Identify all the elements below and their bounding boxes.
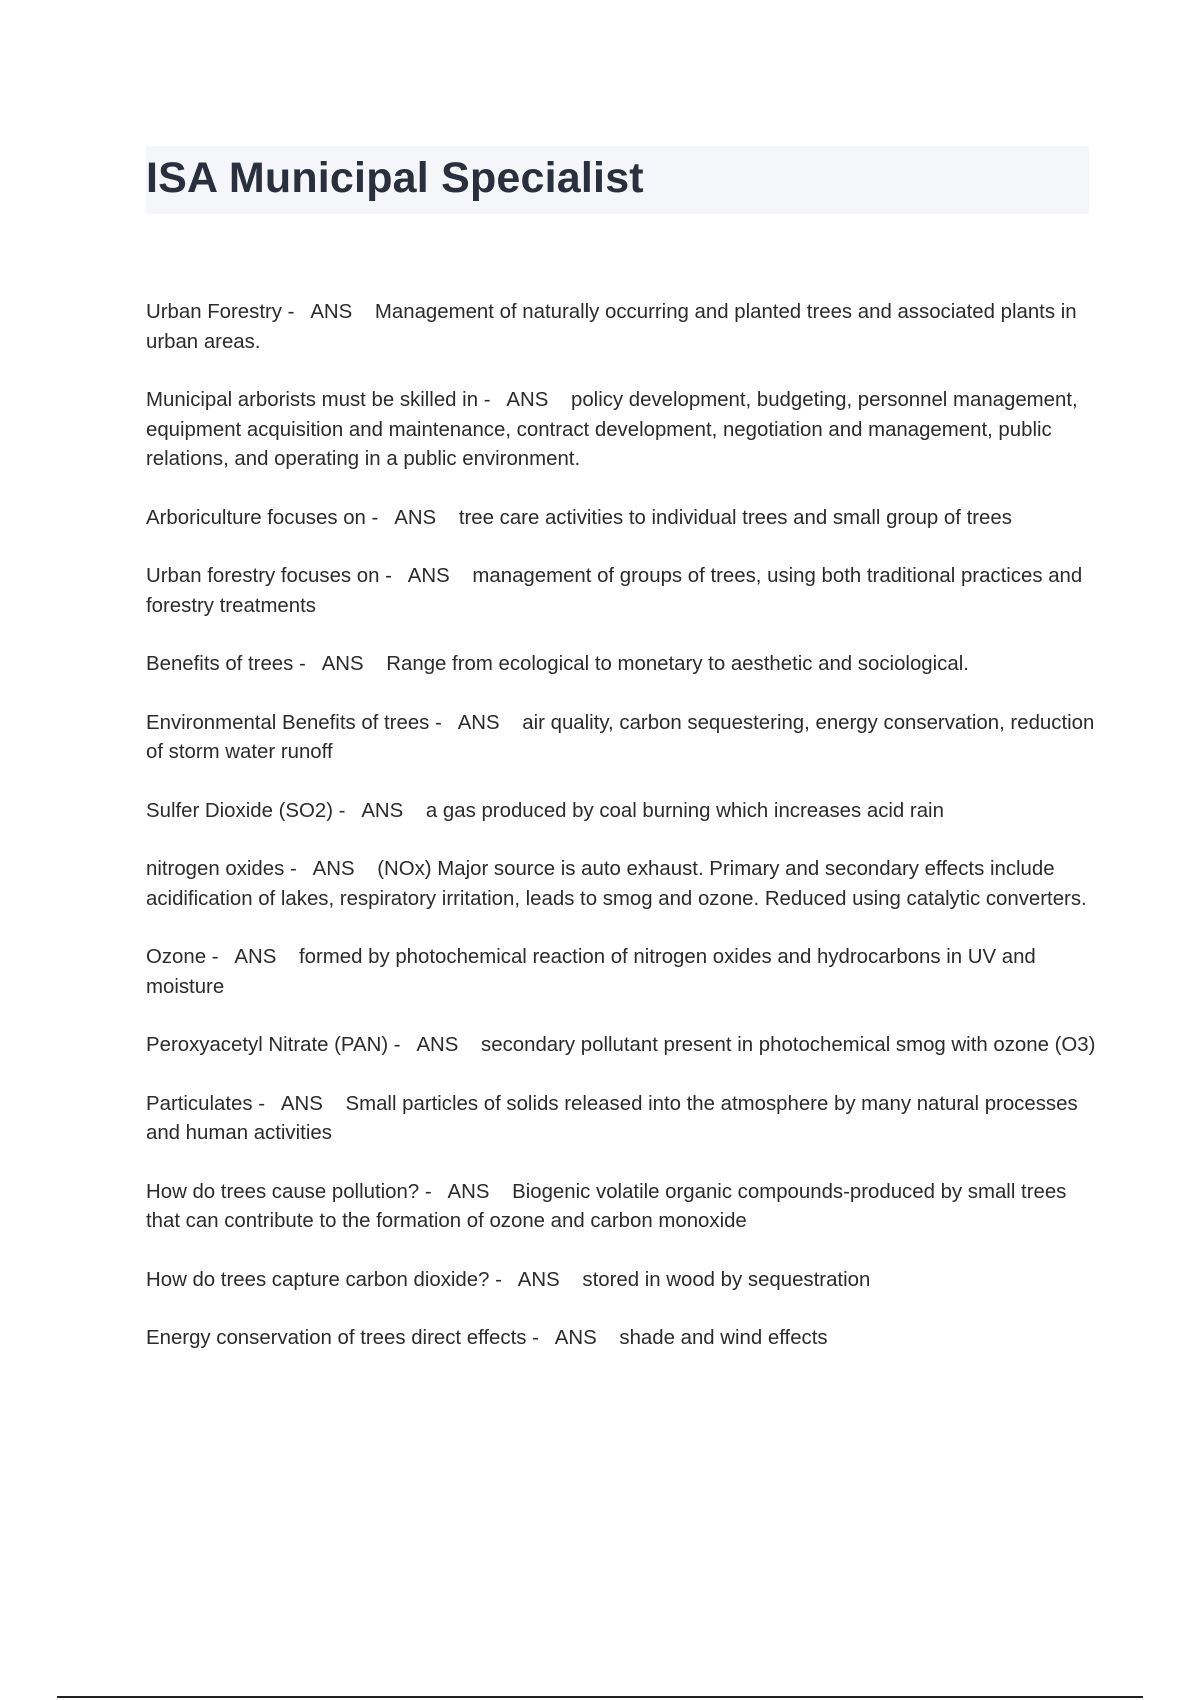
qa-term: Particulates [146,1092,253,1115]
qa-item: Particulates - ANS Small particles of solids released into the atmosphere by many natural processes and human activities [146,1092,1078,1144]
qa-answer: Management of naturally occurring and planted trees and associated plants in urban areas. [146,301,1077,353]
ans-marker: ANS [416,1034,459,1056]
qa-term: nitrogen oxides [146,858,285,880]
qa-answer: Biogenic volatile organic compounds-produced by small trees that can contribute to the formation of ozone and carbon monoxide [146,1180,1067,1232]
ans-marker: ANS [506,389,549,411]
page-title: ISA Municipal Specialist [146,154,644,202]
qa-answer: shade and wind effects [619,1327,828,1349]
ans-marker: ANS [407,565,450,587]
qa-answer: management of groups of trees, using both traditional practices and forestry treatments [146,565,1083,617]
qa-term: Environmental Benefits of trees [146,711,430,734]
qa-answer: secondary pollutant present in photochemical smog with ozone (O3) [481,1034,1096,1056]
qa-term: Benefits of trees [146,653,294,675]
qa-term: How do trees cause pollution? [146,1180,420,1203]
qa-item: Peroxyacetyl Nitrate (PAN) - ANS secondary pollutant present in photochemical smog with ozone (O3) [146,1034,1096,1056]
qa-item: Municipal arborists must be skilled in - ANS policy development, budgeting, personnel management, equipment acquisition and maintenance, contract development, negotiation and management, public relations, and operating in a public environment. [146,389,1078,470]
qa-answer: formed by photochemical reaction of nitrogen oxides and hydrocarbons in UV and moisture [146,946,1036,998]
ans-marker: ANS [554,1327,597,1349]
qa-answer: Small particles of solids released into the atmosphere by many natural processes and human activities [146,1092,1078,1144]
qa-item: Arboriculture focuses on - ANS tree care activities to individual trees and small group of trees [146,506,1012,529]
qa-answer: a gas produced by coal burning which increases acid rain [425,799,944,822]
ans-marker: ANS [321,653,364,675]
qa-item: Environmental Benefits of trees - ANS air quality, carbon sequestering, energy conservation, reduction of storm water runoff [146,711,1095,763]
title-banner [146,146,1089,214]
qa-answer: policy development, budgeting, personnel management, equipment acquisition and maintenance, contract development, negotiation and management, public relations, and operating in a public environment. [146,389,1078,470]
qa-list [146,298,1096,1383]
qa-item: Urban forestry focuses on - ANS management of groups of trees, using both traditional practices and forestry treatments [146,565,1083,617]
qa-item: nitrogen oxides - ANS (NOx) Major source is auto exhaust. Primary and secondary effects include acidification of lakes, respiratory irritation, leads to smog and ozone. Reduced using catalytic converters. [146,858,1087,910]
ans-marker: ANS [310,301,353,323]
qa-term: Ozone [146,946,207,968]
footer-divider [57,1696,1143,1698]
qa-item: Benefits of trees - ANS Range from ecological to monetary to aesthetic and sociological. [146,653,969,675]
qa-answer: stored in wood by sequestration [582,1268,871,1291]
qa-item: Energy conservation of trees direct effects - ANS shade and wind effects [146,1327,828,1349]
qa-answer: tree care activities to individual trees and small group of trees [458,506,1012,529]
qa-term: Urban forestry focuses on [146,565,380,587]
ans-marker: ANS [312,858,355,880]
ans-marker: ANS [517,1268,560,1291]
ans-marker: ANS [394,506,437,529]
qa-term: Municipal arborists must be skilled in [146,389,479,411]
qa-term: Urban Forestry [146,301,282,323]
ans-marker: ANS [234,946,277,968]
qa-answer: air quality, carbon sequestering, energy conservation, reduction of storm water runoff [146,711,1095,763]
ans-marker: ANS [457,711,500,734]
qa-term: Sulfer Dioxide (SO2) [146,799,333,822]
ans-marker: ANS [447,1180,490,1203]
qa-item: How do trees capture carbon dioxide? - ANS stored in wood by sequestration [146,1268,871,1291]
ans-marker: ANS [361,799,404,822]
qa-item: Urban Forestry - ANS Management of naturally occurring and planted trees and associated plants in urban areas. [146,301,1077,353]
qa-answer: (NOx) Major source is auto exhaust. Primary and secondary effects include acidification of lakes, respiratory irritation, leads to smog and ozone. Reduced using catalytic converters. [146,858,1087,910]
qa-term: Energy conservation of trees direct effects [146,1327,527,1349]
qa-term: Arboriculture focuses on [146,506,366,529]
qa-item: Ozone - ANS formed by photochemical reaction of nitrogen oxides and hydrocarbons in UV and moisture [146,946,1036,998]
qa-term: Peroxyacetyl Nitrate (PAN) [146,1034,389,1056]
qa-item: How do trees cause pollution? - ANS Biogenic volatile organic compounds-produced by small trees that can contribute to the formation of ozone and carbon monoxide [146,1180,1067,1232]
qa-item: Sulfer Dioxide (SO2) - ANS a gas produced by coal burning which increases acid rain [146,799,944,822]
ans-marker: ANS [280,1092,323,1115]
qa-answer: Range from ecological to monetary to aesthetic and sociological. [386,653,969,675]
qa-term: How do trees capture carbon dioxide? [146,1268,490,1291]
